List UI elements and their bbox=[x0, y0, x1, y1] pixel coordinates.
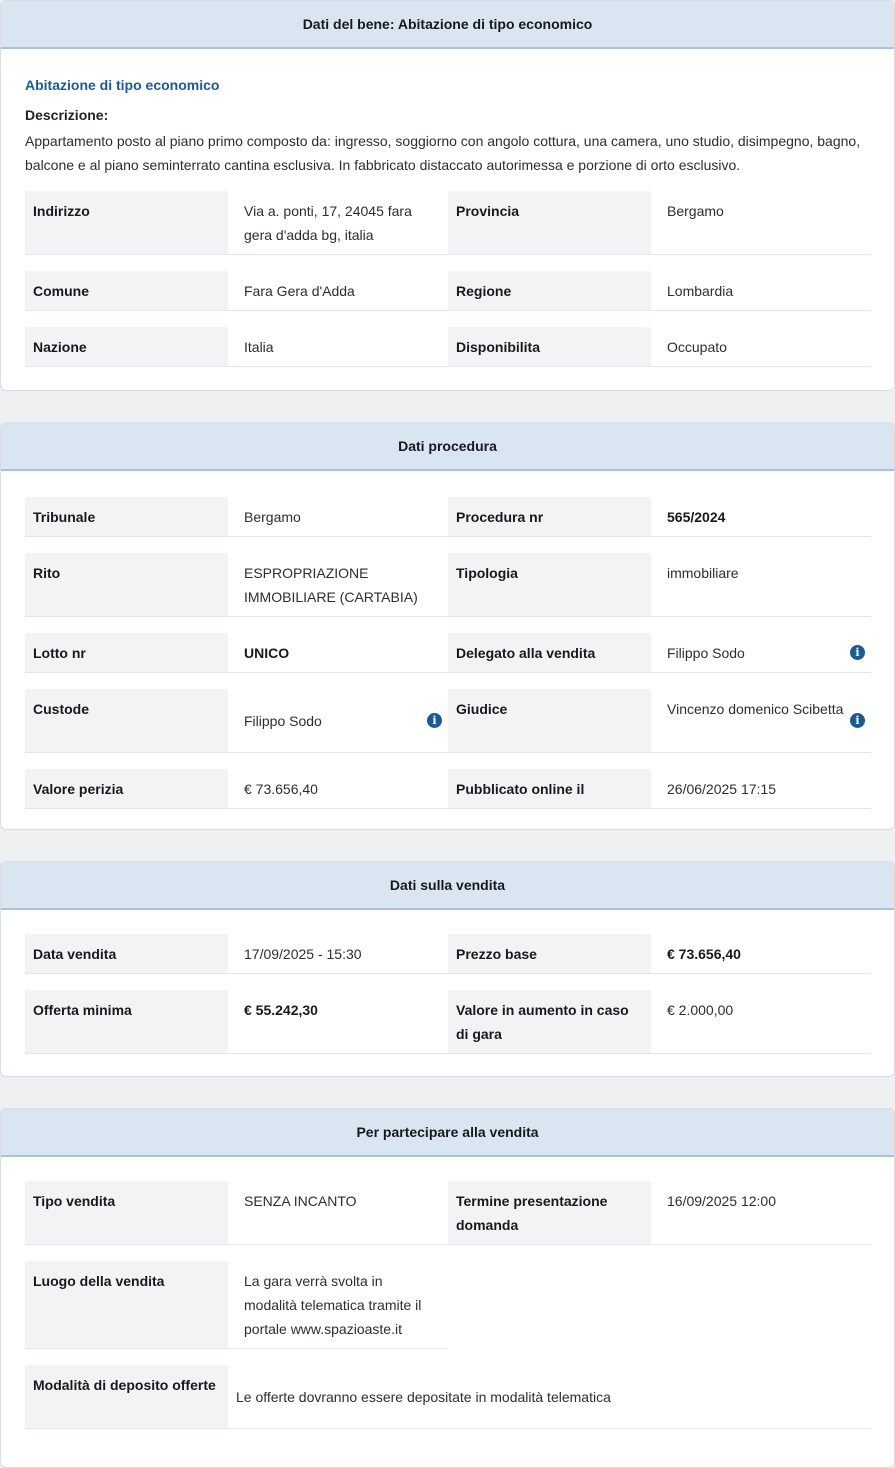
value-delegato bbox=[651, 633, 871, 673]
value-indirizzo: Via a. ponti, 17, 24045 fara gera d'adda bg, italia bbox=[228, 191, 448, 255]
card-dati-bene bbox=[0, 0, 895, 391]
value-tipo-vendita: SENZA INCANTO bbox=[228, 1181, 448, 1245]
value-valore-perizia: € 73.656,40 bbox=[228, 769, 448, 809]
value-giudice bbox=[651, 689, 871, 753]
row-luogo bbox=[25, 1261, 871, 1349]
label-provincia: Provincia bbox=[448, 191, 651, 255]
value-deposito: Le offerte dovranno essere depositate in modalità telematica bbox=[228, 1365, 871, 1429]
label-rito: Rito bbox=[25, 553, 228, 617]
row-lotto bbox=[25, 633, 871, 673]
card-header-dati-bene: Dati del bene: Abitazione di tipo economico bbox=[1, 1, 894, 49]
label-comune: Comune bbox=[25, 271, 228, 311]
info-icon[interactable]: i bbox=[427, 713, 442, 728]
value-pubblicato: 26/06/2025 17:15 bbox=[651, 769, 871, 809]
label-custode: Custode bbox=[25, 689, 228, 753]
value-provincia: Bergamo bbox=[651, 191, 871, 255]
label-tribunale: Tribunale bbox=[25, 497, 228, 537]
label-deposito: Modalità di deposito offerte bbox=[25, 1365, 228, 1429]
label-offerta-minima: Offerta minima bbox=[25, 990, 228, 1054]
label-lotto: Lotto nr bbox=[25, 633, 228, 673]
empty-cell bbox=[448, 1261, 871, 1349]
label-valore-perizia: Valore perizia bbox=[25, 769, 228, 809]
label-termine: Termine presentazione domanda bbox=[448, 1181, 651, 1245]
row-deposito bbox=[25, 1365, 871, 1429]
value-valore-aumento: € 2.000,00 bbox=[651, 990, 871, 1054]
label-pubblicato: Pubblicato online il bbox=[448, 769, 651, 809]
card-dati-procedura bbox=[0, 422, 895, 830]
custode-name: Filippo Sodo bbox=[244, 712, 322, 729]
value-data-vendita: 17/09/2025 - 15:30 bbox=[228, 934, 448, 974]
delegato-name: Filippo Sodo bbox=[667, 645, 745, 661]
card-header-partecipare: Per partecipare alla vendita bbox=[1, 1109, 894, 1157]
label-nazione: Nazione bbox=[25, 327, 228, 367]
label-delegato: Delegato alla vendita bbox=[448, 633, 651, 673]
label-prezzo-base: Prezzo base bbox=[448, 934, 651, 974]
value-tipologia: immobiliare bbox=[651, 553, 871, 617]
value-regione: Lombardia bbox=[651, 271, 871, 311]
value-disponibilita: Occupato bbox=[651, 327, 871, 367]
row-custode bbox=[25, 689, 871, 753]
row-comune bbox=[25, 271, 871, 311]
label-indirizzo: Indirizzo bbox=[25, 191, 228, 255]
card-partecipare bbox=[0, 1108, 895, 1468]
row-tribunale bbox=[25, 497, 871, 537]
property-subtitle: Abitazione di tipo economico bbox=[25, 77, 220, 93]
description-text: Appartamento posto al piano primo composto da: ingresso, soggiorno con angolo cottura, una camera, uno studio, disimpegno, bagno, balcone e al piano seminterrato cantina esclusiva. In fabbricato distaccato autorimessa e porzione di orto esclusivo. bbox=[25, 133, 861, 173]
value-rito: ESPROPRIAZIONE IMMOBILIARE (CARTABIA) bbox=[228, 553, 448, 617]
info-icon[interactable]: i bbox=[850, 645, 865, 660]
value-offerta-minima: € 55.242,30 bbox=[228, 990, 448, 1054]
value-custode bbox=[228, 689, 448, 753]
label-disponibilita: Disponibilita bbox=[448, 327, 651, 367]
label-valore-aumento: Valore in aumento in caso di gara bbox=[448, 990, 651, 1054]
label-regione: Regione bbox=[448, 271, 651, 311]
value-tribunale: Bergamo bbox=[228, 497, 448, 537]
label-tipologia: Tipologia bbox=[448, 553, 651, 617]
value-lotto: UNICO bbox=[228, 633, 448, 673]
description-label: Descrizione: bbox=[25, 107, 109, 123]
label-procedura-nr: Procedura nr bbox=[448, 497, 651, 537]
value-prezzo-base: € 73.656,40 bbox=[651, 934, 871, 974]
card-header-dati-vendita: Dati sulla vendita bbox=[1, 862, 894, 910]
value-procedura-nr: 565/2024 bbox=[651, 497, 871, 537]
label-luogo: Luogo della vendita bbox=[25, 1261, 228, 1349]
card-header-dati-procedura: Dati procedura bbox=[1, 423, 894, 471]
label-giudice: Giudice bbox=[448, 689, 651, 753]
giudice-name: Vincenzo domenico Scibetta bbox=[667, 701, 844, 717]
label-tipo-vendita: Tipo vendita bbox=[25, 1181, 228, 1245]
row-data-vendita bbox=[25, 934, 871, 974]
row-offerta-minima bbox=[25, 990, 871, 1054]
value-termine: 16/09/2025 12:00 bbox=[651, 1181, 871, 1245]
row-tipo-vendita bbox=[25, 1181, 871, 1245]
value-luogo: La gara verrà svolta in modalità telematica tramite il portale www.spazioaste.it bbox=[228, 1261, 448, 1349]
value-nazione: Italia bbox=[228, 327, 448, 367]
info-icon[interactable]: i bbox=[850, 713, 865, 728]
card-dati-vendita bbox=[0, 861, 895, 1077]
row-rito bbox=[25, 553, 871, 617]
value-comune: Fara Gera d'Adda bbox=[228, 271, 448, 311]
row-indirizzo bbox=[25, 191, 871, 255]
label-data-vendita: Data vendita bbox=[25, 934, 228, 974]
row-nazione bbox=[25, 327, 871, 367]
row-valore bbox=[25, 769, 871, 809]
